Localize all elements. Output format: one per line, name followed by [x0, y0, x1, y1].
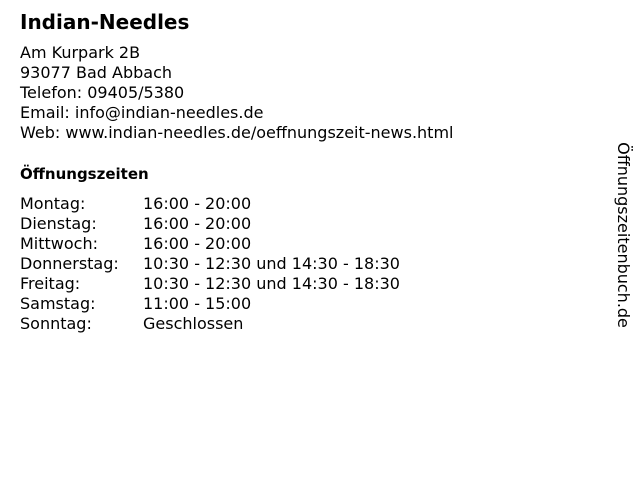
hours-row — [20, 194, 400, 214]
site-watermark — [612, 135, 634, 335]
address-block — [20, 43, 600, 143]
day-label: Freitag: — [20, 274, 81, 293]
hours-row — [20, 234, 400, 254]
hours-row — [20, 254, 400, 274]
time-value: 16:00 - 20:00 — [143, 214, 252, 233]
hours-row — [20, 214, 400, 234]
site-watermark-text: Öffnungszeitenbuch.de — [614, 142, 633, 328]
hours-row — [20, 274, 400, 294]
time-value: 11:00 - 15:00 — [143, 294, 252, 313]
day-label: Dienstag: — [20, 214, 97, 233]
day-label: Montag: — [20, 194, 86, 213]
day-label: Sonntag: — [20, 314, 92, 333]
hours-row — [20, 314, 400, 334]
time-value: 10:30 - 12:30 und 14:30 - 18:30 — [143, 254, 400, 273]
phone-line: Telefon: 09405/5380 — [20, 83, 185, 102]
opening-hours-table — [20, 194, 400, 334]
city-address: 93077 Bad Abbach — [20, 63, 173, 82]
hours-row — [20, 294, 400, 314]
time-value: 16:00 - 20:00 — [143, 194, 252, 213]
web-line: Web: www.indian-needles.de/oeffnungszeit-news.html — [20, 123, 454, 142]
hours-heading: Öffnungszeiten — [20, 165, 149, 183]
time-value: 10:30 - 12:30 und 14:30 - 18:30 — [143, 274, 400, 293]
business-card — [20, 9, 600, 334]
time-value: Geschlossen — [143, 314, 244, 333]
day-label: Mittwoch: — [20, 234, 98, 253]
day-label: Samstag: — [20, 294, 96, 313]
street-address: Am Kurpark 2B — [20, 43, 141, 62]
time-value: 16:00 - 20:00 — [143, 234, 252, 253]
email-line: Email: info@indian-needles.de — [20, 103, 264, 122]
business-name: Indian-Needles — [20, 10, 190, 34]
day-label: Donnerstag: — [20, 254, 119, 273]
